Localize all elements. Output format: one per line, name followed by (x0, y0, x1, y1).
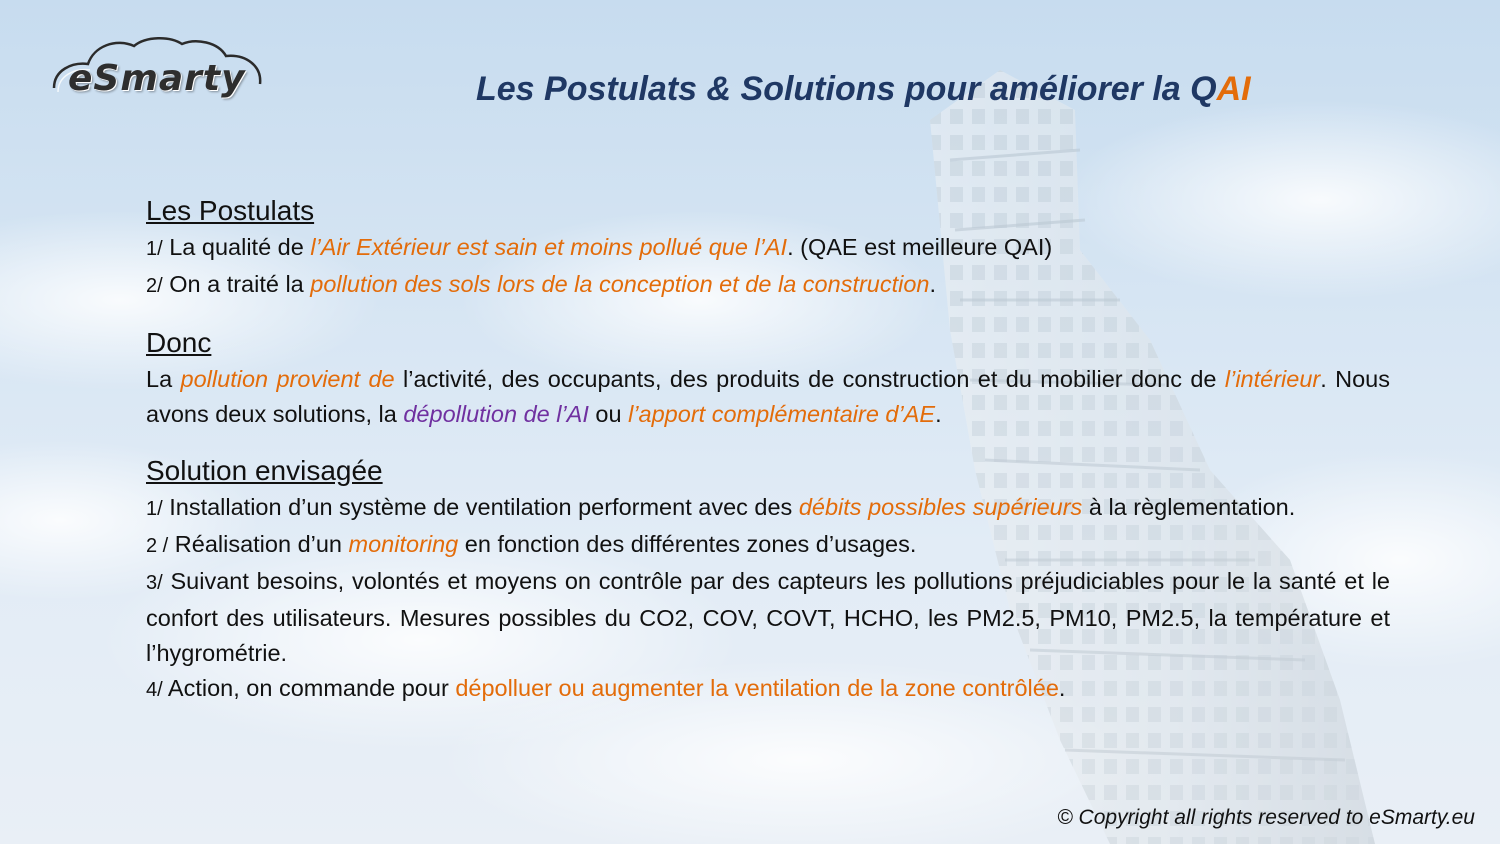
text-run: en fonction des différentes zones d’usages. (458, 531, 917, 557)
logo-text: eSmarty (68, 58, 246, 99)
solution-1 (146, 490, 1390, 527)
heading-solution: Solution envisagée (146, 455, 383, 486)
item-number: 2/ (146, 275, 163, 297)
postulat-2 (146, 267, 1390, 304)
highlight-orange: l’Air Extérieur est sain et moins pollué que l’AI (310, 234, 788, 260)
highlight-orange: monitoring (348, 531, 459, 557)
item-number: 1/ (146, 238, 163, 260)
highlight-orange: pollution des sols lors de la conception et de la construction (310, 271, 930, 297)
heading-donc: Donc (146, 327, 212, 358)
highlight-orange: dépolluer ou augmenter la ventilation de la zone contrôlée (455, 675, 1059, 701)
solution-3 (146, 564, 1390, 671)
slide-body (146, 192, 1390, 708)
text-run: . (1058, 675, 1066, 701)
solution-2 (146, 527, 1390, 564)
text-run: La qualité de (162, 234, 311, 260)
text-run: La (146, 366, 181, 392)
text-run: . (935, 401, 942, 427)
item-number: 3/ (146, 572, 163, 594)
item-number: 2 / (146, 535, 169, 557)
text-run: On a traité la (162, 271, 311, 297)
text-run: . Nous avons deux solutions, la (146, 366, 1391, 427)
text-run: ou (588, 401, 629, 427)
postulat-1 (146, 230, 1390, 267)
highlight-violet: dépollution de l’AI (403, 401, 589, 427)
text-run: Suivant besoins, volontés et moyens on contrôle par des capteurs les pollutions préjudiciables pour le la santé et le confort des utilisateurs. Mesures possibles du CO2, COV, COVT, HCHO, les PM2.5, PM10, PM2.5, la température et l’hygrométrie. (146, 568, 1390, 666)
text-run: . (QAE est meilleure QAI) (787, 234, 1053, 260)
item-number: 1/ (146, 498, 163, 520)
highlight-orange: pollution provient de (180, 366, 395, 392)
item-number: 4/ (146, 679, 163, 701)
title-main: Les Postulats & Solutions pour améliorer la Q (476, 70, 1217, 108)
text-run: . (929, 271, 937, 297)
heading-postulats: Les Postulats (146, 195, 315, 226)
copyright-footer: © Copyright all rights reserved to eSmarty.eu (1057, 806, 1475, 829)
donc-paragraph (146, 362, 1390, 432)
text-run: Réalisation d’un (168, 531, 349, 557)
text-run: à la règlementation. (1082, 494, 1296, 520)
title-highlight: AI (1216, 70, 1251, 108)
solution-4 (146, 671, 1390, 708)
highlight-orange: l’apport complémentaire d’AE (628, 401, 936, 427)
text-run: Installation d’un système de ventilation performent avec des (162, 494, 799, 520)
text-run: Action, on commande pour (162, 675, 456, 701)
text-run: l’activité, des occupants, des produits de construction et du mobilier donc de (394, 366, 1225, 392)
page-title (476, 70, 1251, 109)
highlight-orange: l’intérieur (1224, 366, 1321, 392)
esmarty-logo (50, 36, 265, 116)
highlight-orange: débits possibles supérieurs (798, 494, 1083, 520)
